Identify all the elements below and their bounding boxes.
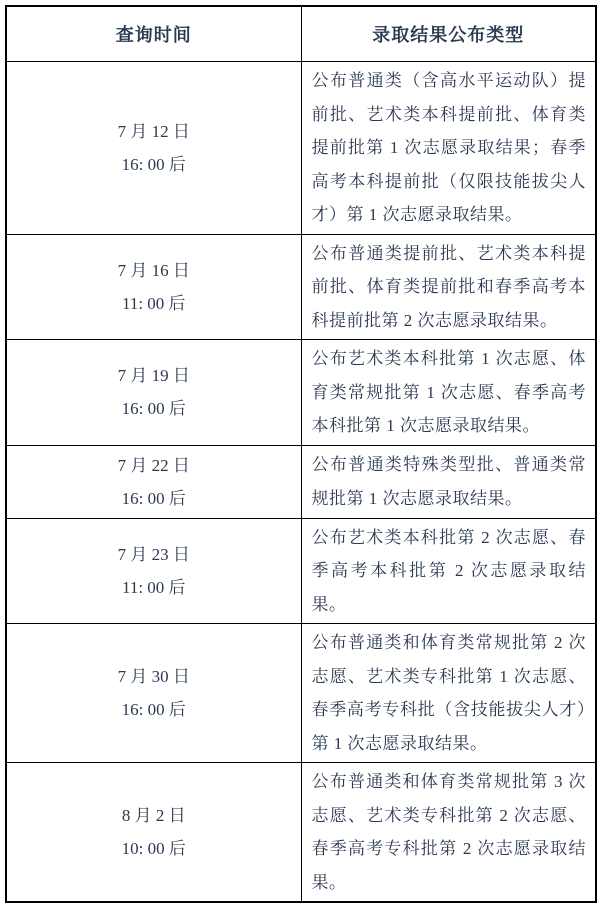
query-date-text: 7 月 22 日: [117, 455, 190, 475]
query-clock-text: 16: 00 后: [121, 399, 186, 419]
query-time-cell: [6, 445, 301, 518]
result-type-cell: 公布普通类提前批、艺术类本科提前批、体育类提前批和春季高考本科提前批第 2 次志愿录取结果。: [301, 234, 596, 340]
query-time-cell: [6, 234, 301, 340]
query-clock-text: 11: 00 后: [121, 293, 186, 313]
result-type-cell: 公布艺术类本科批第 2 次志愿、春季高考本科批第 2 次志愿录取结果。: [301, 518, 596, 624]
query-date-text: 7 月 19 日: [117, 366, 190, 386]
query-time-cell: [6, 624, 301, 763]
query-date-text: 7 月 23 日: [117, 544, 190, 564]
query-time-cell: [6, 763, 301, 903]
table-row: [6, 624, 596, 763]
query-date-text: 7 月 30 日: [117, 667, 190, 686]
column-header-result-type: 录取结果公布类型: [301, 6, 596, 62]
query-clock-text: 16: 00 后: [121, 488, 186, 508]
table-header-row: [6, 6, 596, 62]
query-time-cell: [6, 518, 301, 624]
table-row: [6, 340, 596, 446]
query-time-cell: [6, 62, 301, 235]
query-time-cell: [6, 340, 301, 446]
table-row: [6, 518, 596, 624]
table-body: [6, 62, 596, 903]
query-clock-text: 16: 00 后: [121, 154, 186, 174]
result-type-cell: 公布普通类（含高水平运动队）提前批、艺术类本科提前批、体育类提前批第 1 次志愿录取结果；春季高考本科提前批（仅限技能拔尖人才）第 1 次志愿录取结果。: [301, 62, 596, 235]
query-date-text: 7 月 12 日: [117, 121, 190, 141]
column-header-query-time: 查询时间: [6, 6, 301, 62]
query-clock-text: 16: 00 后: [121, 700, 186, 719]
table-row: [6, 763, 596, 903]
result-type-cell: 公布普通类特殊类型批、普通类常规批第 1 次志愿录取结果。: [301, 445, 596, 518]
table-row: [6, 234, 596, 340]
query-date-text: 8 月 2 日: [121, 806, 186, 825]
query-clock-text: 11: 00 后: [121, 577, 186, 597]
query-date-text: 7 月 16 日: [117, 260, 190, 280]
result-type-cell: 公布艺术类本科批第 1 次志愿、体育类常规批第 1 次志愿、春季高考本科批第 1 次志愿录取结果。: [301, 340, 596, 446]
result-type-cell: 公布普通类和体育类常规批第 2 次志愿、艺术类专科批第 1 次志愿、春季高考专科批（含技能拔尖人才）第 1 次志愿录取结果。: [301, 624, 596, 763]
table-row: [6, 62, 596, 235]
result-type-cell: 公布普通类和体育类常规批第 3 次志愿、艺术类专科批第 2 次志愿、春季高考专科批第 2 次志愿录取结果。: [301, 763, 596, 903]
table-row: [6, 445, 596, 518]
query-clock-text: 10: 00 后: [121, 839, 186, 858]
admission-results-schedule-table: [5, 5, 597, 903]
